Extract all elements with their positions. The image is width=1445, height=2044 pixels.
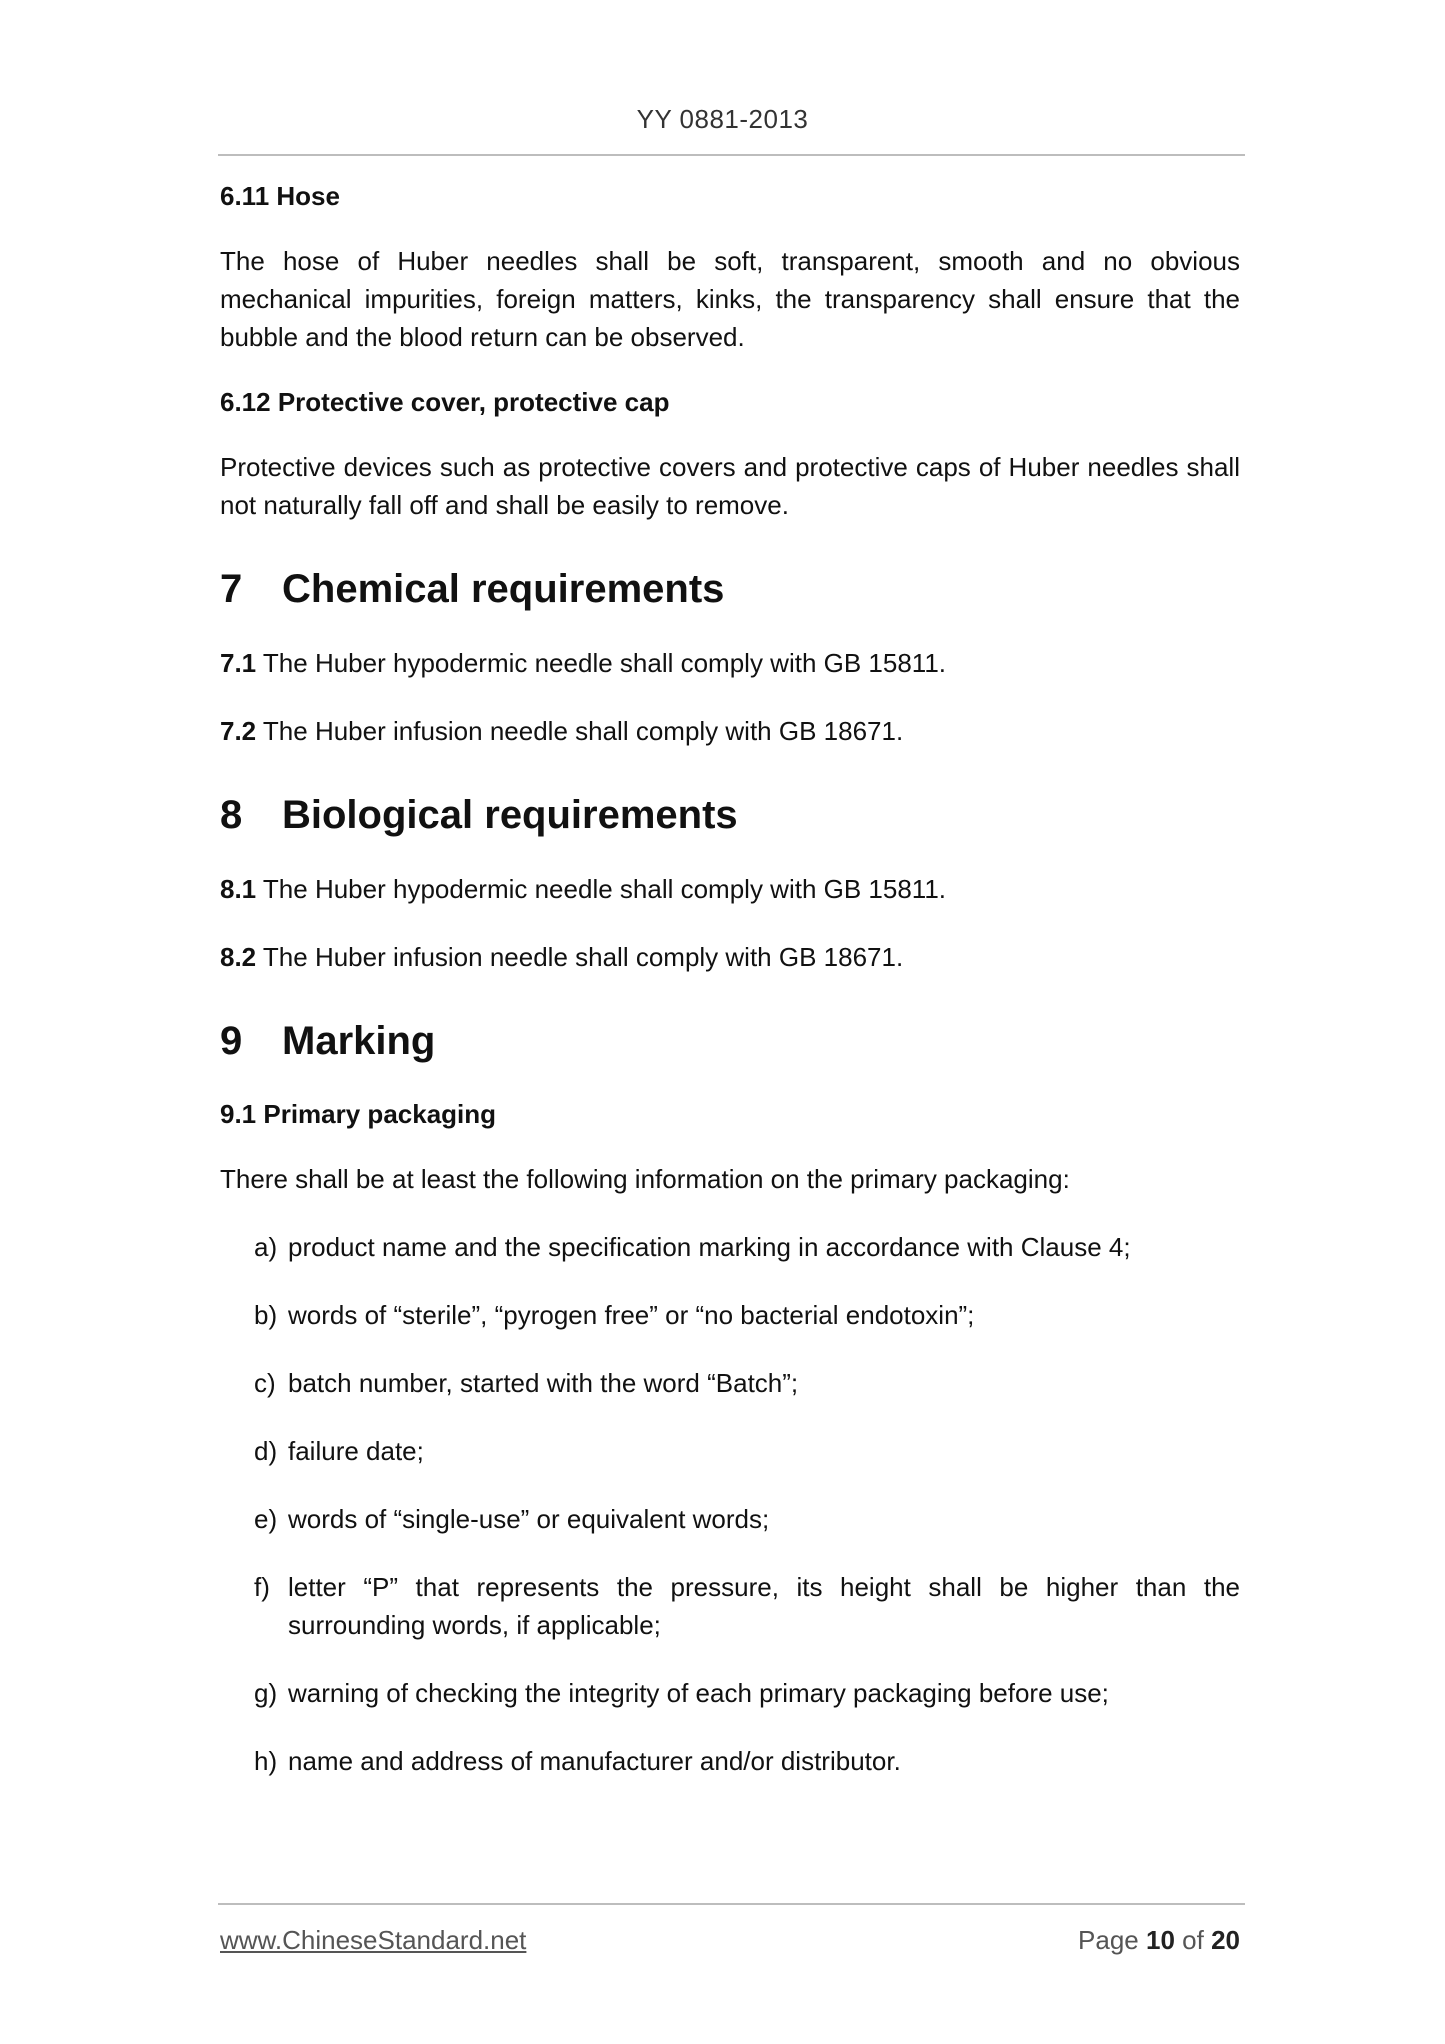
paragraph-6-11: The hose of Huber needles shall be soft, transparent, smooth and no obvious mechanical impurities, foreign matters, kinks, the transparency shall ensure that the bubble and the blood return can be observed. xyxy=(220,246,1240,352)
list-item-label: c) xyxy=(254,1368,276,1398)
list-item-label: d) xyxy=(254,1436,278,1466)
of-word: of xyxy=(1182,1925,1204,1955)
section-7-heading xyxy=(220,564,1240,614)
list-item-text: name and address of manufacturer and/or distributor. xyxy=(288,1746,901,1776)
clause-8-1-number: 8.1 xyxy=(220,874,257,904)
page-content xyxy=(220,178,1240,1780)
section-9-title: Marking xyxy=(282,1019,436,1063)
clause-8-2-number: 8.2 xyxy=(220,942,257,972)
list-item-text: letter “P” that represents the pressure, its height shall be higher than the surrounding words, if applicable; xyxy=(288,1572,1240,1640)
clause-7-2-number: 7.2 xyxy=(220,716,257,746)
paragraph-9-1-intro: There shall be at least the following information on the primary packaging: xyxy=(220,1164,1070,1194)
list-item-text: words of “single-use” or equivalent words; xyxy=(288,1504,770,1534)
clause-7-1 xyxy=(220,644,1240,682)
clause-8-1 xyxy=(220,870,1240,908)
section-8-heading xyxy=(220,790,1240,840)
heading-6-11: 6.11 Hose xyxy=(220,181,340,211)
paragraph-6-12: Protective devices such as protective covers and protective caps of Huber needles shall not naturally fall off and shall be easily to remove. xyxy=(220,452,1240,520)
section-8-number: 8 xyxy=(220,793,243,837)
current-page-number: 10 xyxy=(1146,1925,1175,1955)
list-item-label: g) xyxy=(254,1678,278,1708)
list-item-text: batch number, started with the word “Batch”; xyxy=(288,1368,799,1398)
list-item-label: b) xyxy=(254,1300,278,1330)
list-item-f xyxy=(220,1568,1240,1644)
list-item-text: product name and the specification marking in accordance with Clause 4; xyxy=(288,1232,1131,1262)
list-item-g xyxy=(220,1674,1240,1712)
list-item-text: failure date; xyxy=(288,1436,424,1466)
section-9-number: 9 xyxy=(220,1019,243,1063)
clause-7-1-text: The Huber hypodermic needle shall comply with GB 15811. xyxy=(262,648,947,678)
clause-8-2 xyxy=(220,938,1240,976)
clause-7-1-number: 7.1 xyxy=(220,648,257,678)
list-item-h xyxy=(220,1742,1240,1780)
heading-9-1: 9.1 Primary packaging xyxy=(220,1099,497,1129)
list-item-c xyxy=(220,1364,1240,1402)
document-code-header: YY 0881-2013 xyxy=(636,104,809,134)
clause-8-2-text: The Huber infusion needle shall comply with GB 18671. xyxy=(262,942,904,972)
section-9-heading xyxy=(220,1016,1240,1066)
list-item-label: f) xyxy=(254,1572,270,1602)
list-item-text: warning of checking the integrity of each primary packaging before use; xyxy=(288,1678,1109,1708)
header-divider xyxy=(218,154,1245,156)
list-item-label: a) xyxy=(254,1232,278,1262)
clause-7-2 xyxy=(220,712,1240,750)
section-7-number: 7 xyxy=(220,567,243,611)
list-item-a xyxy=(220,1228,1240,1266)
footer-divider xyxy=(218,1903,1245,1905)
clause-8-1-text: The Huber hypodermic needle shall comply with GB 15811. xyxy=(262,874,947,904)
list-item-label: h) xyxy=(254,1746,278,1776)
list-item-d xyxy=(220,1432,1240,1470)
website-link[interactable]: www.ChineseStandard.net xyxy=(220,1925,527,1955)
section-8-title: Biological requirements xyxy=(282,793,738,837)
list-item-b xyxy=(220,1296,1240,1334)
clause-7-2-text: The Huber infusion needle shall comply with GB 18671. xyxy=(262,716,904,746)
page-word: Page xyxy=(1078,1925,1139,1955)
heading-6-12: 6.12 Protective cover, protective cap xyxy=(220,387,670,417)
list-item-label: e) xyxy=(254,1504,278,1534)
list-item-text: words of “sterile”, “pyrogen free” or “no bacterial endotoxin”; xyxy=(288,1300,975,1330)
total-pages-number: 20 xyxy=(1211,1925,1240,1955)
page-indicator xyxy=(1078,1925,1240,1956)
section-7-title: Chemical requirements xyxy=(282,567,725,611)
list-item-e xyxy=(220,1500,1240,1538)
